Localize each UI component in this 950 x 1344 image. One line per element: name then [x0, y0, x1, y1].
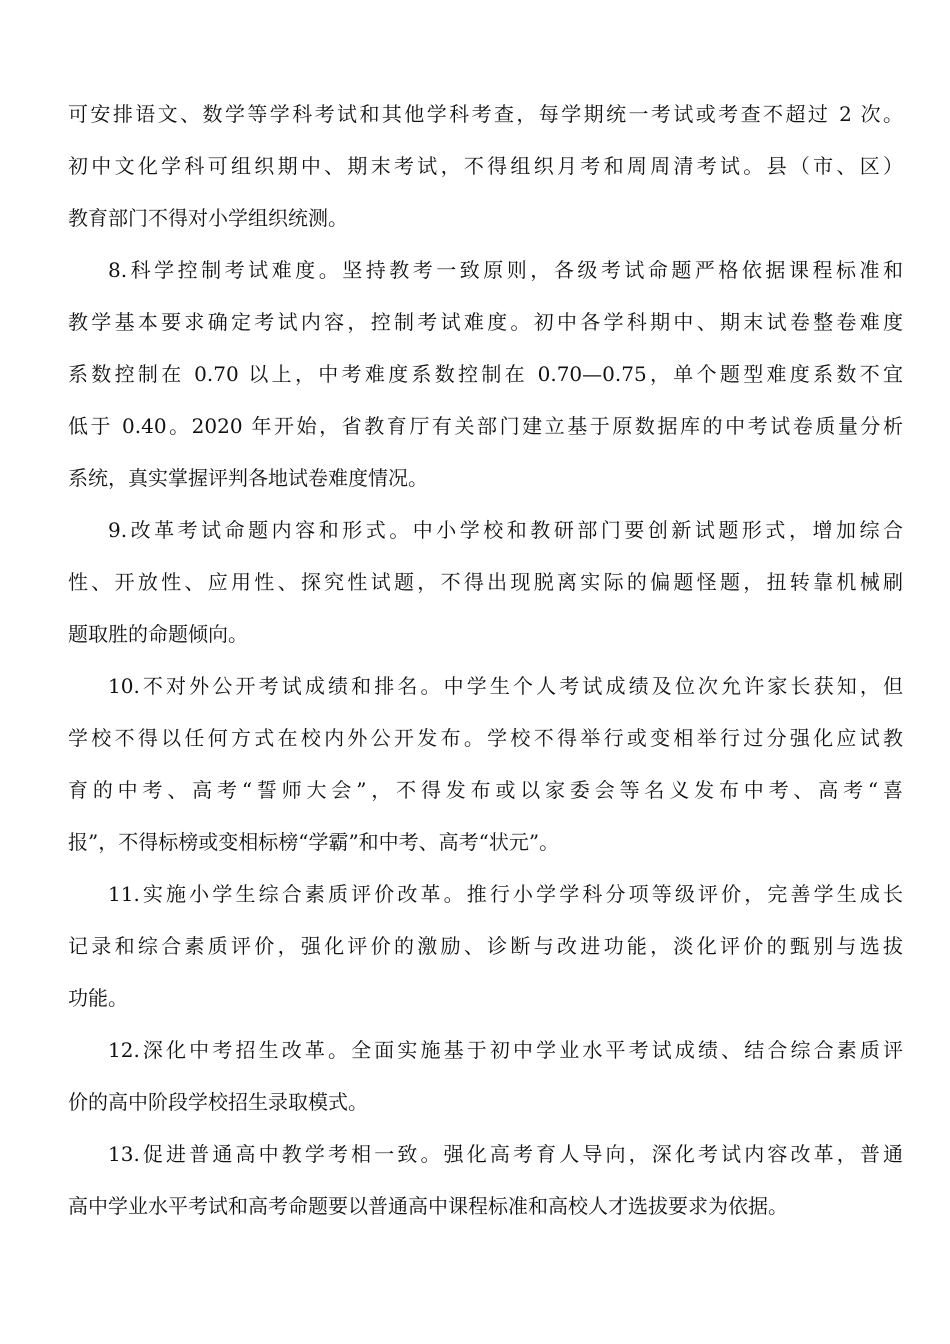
text-line: 功能。 — [68, 986, 128, 1010]
text-line: 育的中考、高考“誓师大会”，不得发布或以家委会等名义发布中考、高考“喜 — [68, 778, 903, 802]
text-line: 教育部门不得对小学组织统测。 — [68, 206, 348, 230]
text-line: 12.深化中考招生改革。全面实施基于初中学业水平考试成绩、结合综合素质评 — [108, 1038, 903, 1062]
text-line: 学校不得以任何方式在校内外公开发布。学校不得举行或变相举行过分强化应试教 — [68, 726, 903, 750]
paragraph-7-continued — [68, 88, 903, 244]
text-line: 初中文化学科可组织期中、期末考试，不得组织月考和周周清考试。县（市、区） — [68, 154, 903, 178]
text-line: 9.改革考试命题内容和形式。中小学校和教研部门要创新试题形式，增加综合 — [108, 518, 903, 542]
paragraph-9 — [68, 504, 903, 660]
text-line: 可安排语文、数学等学科考试和其他学科考查，每学期统一考试或考查不超过 2 次。 — [68, 102, 903, 126]
text-line: 10.不对外公开考试成绩和排名。中学生个人考试成绩及位次允许家长获知，但 — [108, 674, 903, 698]
text-line: 高中学业水平考试和高考命题要以普通高中课程标准和高校人才选拔要求为依据。 — [68, 1194, 788, 1218]
text-line: 8.科学控制考试难度。坚持教考一致原则，各级考试命题严格依据课程标准和 — [108, 258, 903, 282]
text-line: 题取胜的命题倾向。 — [68, 622, 248, 646]
text-line: 价的高中阶段学校招生录取模式。 — [68, 1090, 368, 1114]
text-line: 13.促进普通高中教学考相一致。强化高考育人导向，深化考试内容改革，普通 — [108, 1142, 903, 1166]
paragraph-11 — [68, 868, 903, 1024]
text-line: 低于 0.40。2020 年开始，省教育厅有关部门建立基于原数据库的中考试卷质量分析 — [68, 414, 903, 438]
paragraph-8 — [68, 244, 903, 504]
text-line: 系数控制在 0.70 以上，中考难度系数控制在 0.70—0.75，单个题型难度系数不宜 — [68, 362, 903, 386]
text-line: 11.实施小学生综合素质评价改革。推行小学学科分项等级评价，完善学生成长 — [108, 882, 903, 906]
text-line: 系统，真实掌握评判各地试卷难度情况。 — [68, 466, 428, 490]
text-line: 报”，不得标榜或变相标榜“学霸”和中考、高考“状元”。 — [68, 830, 560, 854]
text-line: 性、开放性、应用性、探究性试题，不得出现脱离实际的偏题怪题，扭转靠机械刷 — [68, 570, 903, 594]
document-body — [68, 88, 903, 1232]
paragraph-10 — [68, 660, 903, 868]
paragraph-12 — [68, 1024, 903, 1128]
text-line: 教学基本要求确定考试内容，控制考试难度。初中各学科期中、期末试卷整卷难度 — [68, 310, 903, 334]
text-line: 记录和综合素质评价，强化评价的激励、诊断与改进功能，淡化评价的甄别与选拔 — [68, 934, 903, 958]
paragraph-13 — [68, 1128, 903, 1232]
